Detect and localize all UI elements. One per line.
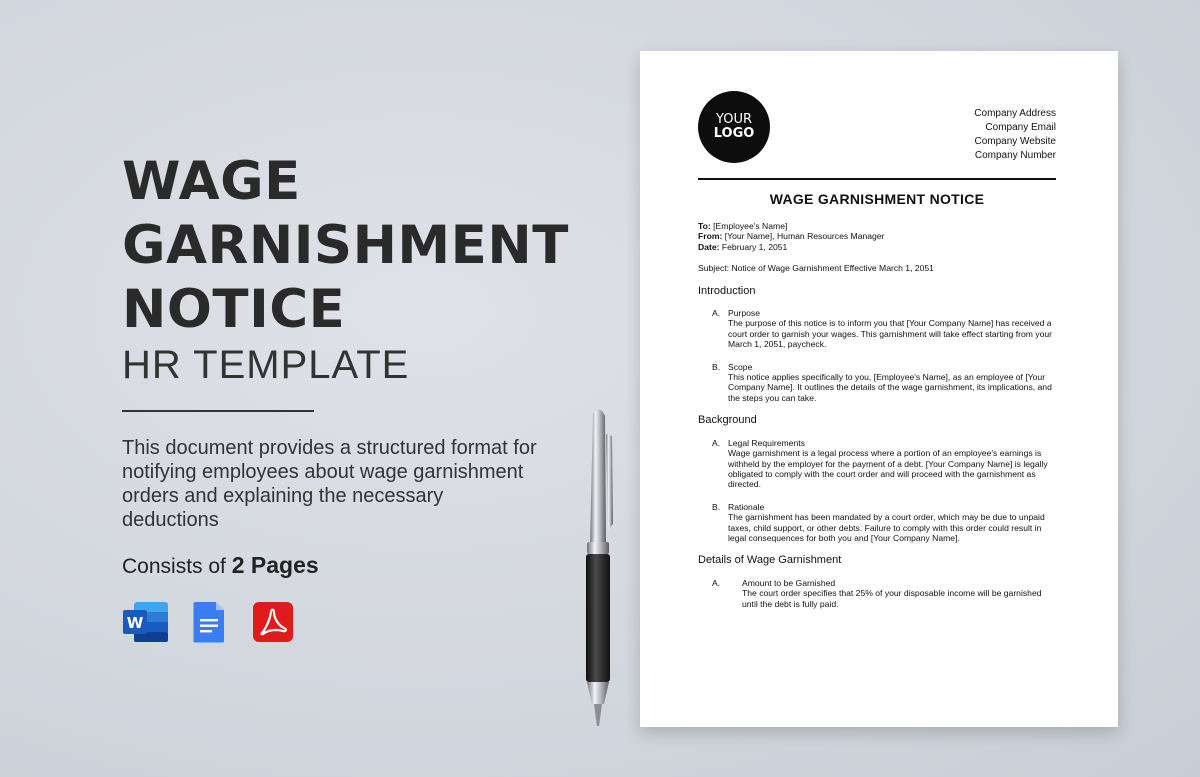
memo-to [698,221,1056,231]
item-title: Amount to be Garnished [742,577,836,588]
word-icon [122,601,168,643]
svg-text:W: W [126,614,144,632]
section-heading: Introduction [698,284,756,297]
memo-subject: Subject: Notice of Wage Garnishment Effective March 1, 2051 [698,263,934,274]
memo-date-label: Date: [698,241,720,252]
section-heading: Details of Wage Garnishment [698,554,842,567]
memo-date [698,242,1056,252]
item-text: The purpose of this notice is to inform you that [Your Company Name] has received a court order to garnish your wages. This garnishment will take effect starting from your March 1, 2051, paycheck. [728,318,1053,350]
page-count-prefix: Consists of [122,555,226,578]
hero-subtitle: HR TEMPLATE [122,343,410,387]
item-title: Scope [728,361,753,372]
logo-text-top: YOUR [715,112,752,127]
memo-date-value: February 1, 2051 [721,241,788,252]
section-item [712,308,1056,350]
pdf-icon [250,601,296,643]
item-text: The garnishment has been mandated by a court order, which may be due to unpaid taxes, child support, or other debts. Failure to comply with this order could result in legal consequences for both you and [Your Company Name]. [728,512,1045,543]
pen-illustration [572,404,622,734]
company-address: Company Address [974,108,1056,119]
company-website: Company Website [974,136,1056,147]
memo-from [698,231,1056,241]
item-letter: A. [712,577,721,588]
hero-divider [122,410,314,412]
hero-panel [122,150,592,643]
company-number: Company Number [974,150,1056,161]
item-text: Wage garnishment is a legal process where a portion of an employee's earnings is withheld by the employer for the payment of a debt. [Your Company Name] is legally obligated to comply with the court order and will proceed with the garnishment as directed. [728,448,1048,490]
item-text: This notice applies specifically to you, [Employee's Name], as an employee of [Your Company Name]. It outlines the details of the wage garnishment, its implications, and the steps you can take. [728,372,1052,403]
company-info [974,107,1056,163]
company-logo [698,91,770,163]
document-page [640,51,1118,727]
memo-to-label: To: [698,221,711,231]
item-letter: B. [712,361,721,372]
item-title: Rationale [728,501,765,512]
hero-title-line: NOTICE [122,279,346,340]
document-title: WAGE GARNISHMENT NOTICE [769,191,985,207]
page-count-value: 2 Pages [231,552,319,578]
format-icons [122,601,592,643]
item-letter: B. [712,501,721,512]
hero-title-line: GARNISHMENT [122,215,569,276]
section-item [712,578,1056,609]
hero-title [122,150,592,342]
hero-title-line: WAGE [122,151,301,212]
page-count [122,552,592,579]
item-title: Purpose [728,308,761,319]
section-item [712,362,1056,404]
header-rule [698,178,1056,180]
section-heading: Background [698,414,757,427]
section-item [712,502,1056,544]
section-item [712,438,1056,490]
company-email: Company Email [985,122,1056,133]
item-text: The court order specifies that 25% of your disposable income will be garnished until the debt is fully paid. [742,588,1042,609]
item-letter: A. [712,437,721,448]
memo-from-value: [Your Name], Human Resources Manager [724,231,885,242]
google-docs-icon [186,601,232,643]
memo-from-label: From: [698,231,723,242]
item-letter: A. [712,308,721,319]
document-body [698,221,1056,621]
item-title: Legal Requirements [728,437,805,448]
logo-text-bottom: LOGO [713,126,755,141]
memo-to-value: [Employee's Name] [713,221,788,231]
hero-description: This document provides a structured format for notifying employees about wage garnishment orders and explaining the necessary deductions [122,437,537,531]
